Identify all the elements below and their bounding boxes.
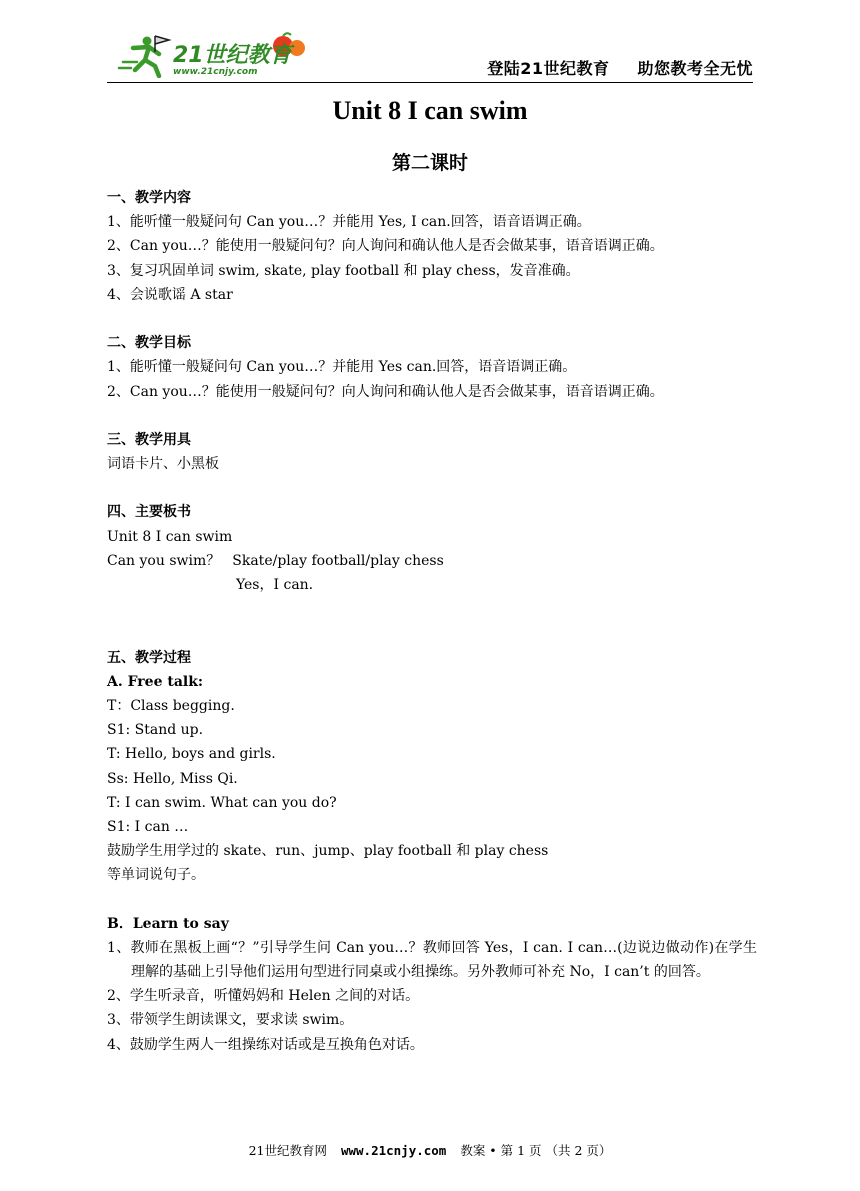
dialog-line: T：Class begging. — [107, 697, 235, 714]
dialog-line: T: I can swim. What can you do? — [107, 794, 337, 811]
list-item: 2、Can you…？能使用一般疑问句？向人询问和确认他人是否会做某事，语音语调正确。 — [107, 383, 664, 400]
list-item: 4、鼓励学生两人一组操练对话或是互换角色对话。 — [107, 1036, 424, 1053]
dialog-line: S1: I can … — [107, 818, 189, 835]
page-header — [107, 30, 753, 83]
footer-page-info: 教案 • 第 1 页 （共 2 页） — [460, 1143, 612, 1158]
section-heading: 四、主要板书 — [107, 504, 191, 521]
footer-url[interactable]: www.21cnjy.com — [340, 1143, 447, 1158]
logo-url: www.21cnjy.com — [173, 67, 258, 77]
dialog-line: S1: Stand up. — [107, 722, 204, 739]
list-item: 1、能听懂一般疑问句 Can you…？并能用 Yes, I can.回答，语音语调正确。 — [107, 214, 591, 231]
header-slogan — [487, 56, 753, 79]
footer-site: 21世纪教育网 — [248, 1143, 327, 1158]
subsection-heading: B．Learn to say — [107, 915, 229, 932]
list-item: 1、能听懂一般疑问句 Can you…？并能用 Yes can.回答，语音语调正确。 — [107, 359, 577, 376]
slogan-left: 登陆21世纪教育 — [487, 59, 610, 78]
board-options: Skate/play football/play chess — [232, 552, 444, 569]
slogan-right: 助您教考全无忧 — [637, 59, 753, 78]
dialog-line: Ss: Hello, Miss Qi. — [107, 770, 238, 787]
board-line: Unit 8 I can swim — [107, 528, 233, 545]
list-item: 4、会说歌谣 A star — [107, 286, 233, 303]
dialog-line: 等单词说句子。 — [107, 867, 205, 884]
logo — [115, 32, 315, 78]
section-heading: 二、教学目标 — [107, 335, 191, 352]
list-item: 3、复习巩固单词 swim, skate, play football 和 play chess，发音准确。 — [107, 262, 580, 279]
section-heading: 一、教学内容 — [107, 190, 191, 206]
list-item: 3、带领学生朗读课文，要求读 swim。 — [107, 1012, 354, 1029]
page-title: Unit 8 I can swim — [332, 96, 528, 125]
list-item: 1、教师在黑板上画“？”引导学生问 Can you…？教师回答 Yes，I can. I can…(边说边做动作)在学生理解的基础上引导他们运用句型进行同桌或小组操练。另外教师可补充 No，I can’t 的回答。 — [107, 939, 757, 981]
paragraph: 词语卡片、小黑板 — [107, 456, 219, 473]
board-line: Yes，I can. — [236, 577, 314, 593]
document-body — [107, 186, 757, 1057]
list-item: 2、Can you…？能使用一般疑问句？向人询问和确认他人是否会做某事，语音语调正确。 — [107, 238, 664, 255]
board-question: Can you swim？ — [107, 552, 221, 569]
page-footer — [0, 1141, 860, 1159]
section-heading: 三、教学用具 — [107, 431, 191, 448]
subsection-heading: A. Free talk: — [107, 673, 204, 690]
board-line — [107, 549, 757, 573]
logo-text: 21世纪教育 — [173, 43, 292, 68]
list-item: 2、学生听录音，听懂妈妈和 Helen 之间的对话。 — [107, 988, 420, 1005]
page-subtitle: 第二课时 — [391, 152, 468, 174]
section-heading: 五、教学过程 — [107, 649, 191, 666]
dialog-line: 鼓励学生用学过的 skate、run、jump、play football 和 play chess — [107, 843, 549, 860]
dialog-line: T: Hello, boys and girls. — [107, 746, 276, 763]
